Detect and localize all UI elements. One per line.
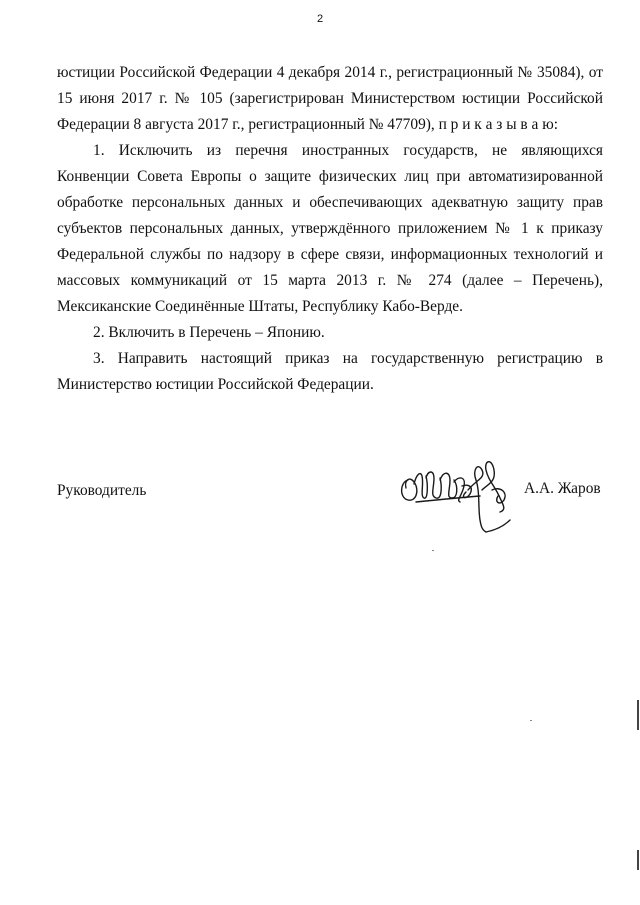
text-line: обработке персональных данных и обеспечивающих адекватную защиту прав — [57, 194, 603, 211]
scan-edge-mark — [637, 850, 639, 870]
text-line: 1. Исключить из перечня иностранных государств, не являющихся — [93, 142, 603, 159]
signer-role: Руководитель — [57, 482, 147, 499]
text-line: Конвенции Совета Европы о защите физических лиц при автоматизированной — [57, 168, 603, 185]
text-line: массовых коммуникаций от 15 марта 2013 г. № 274 (далее – Перечень), — [57, 272, 603, 289]
text-line: 2. Включить в Перечень – Японию. — [93, 324, 325, 341]
handwritten-signature — [396, 440, 526, 535]
signer-name: А.А. Жаров — [524, 480, 601, 497]
text-line: Федеральной службы по надзору в сфере связи, информационных технологий и — [57, 246, 603, 263]
text-line: Федерации 8 августа 2017 г., регистрационный № 47709), п р и к а з ы в а ю: — [57, 116, 558, 133]
text-line: Мексиканские Соединённые Штаты, Республику Кабо-Верде. — [57, 298, 463, 315]
text-line: 3. Направить настоящий приказ на государственную регистрацию в — [93, 350, 603, 367]
scan-edge-mark — [637, 700, 639, 730]
text-line: субъектов персональных данных, утверждённого приложением № 1 к приказу — [57, 220, 603, 237]
scan-speck — [432, 550, 434, 551]
text-line: 15 июня 2017 г. № 105 (зарегистрирован Министерством юстиции Российской — [57, 90, 603, 107]
text-line: юстиции Российской Федерации 4 декабря 2014 г., регистрационный № 35084), от — [57, 64, 603, 81]
text-line: Министерство юстиции Российской Федерации. — [57, 376, 374, 393]
scan-speck — [530, 720, 532, 721]
page-number: 2 — [316, 13, 324, 25]
